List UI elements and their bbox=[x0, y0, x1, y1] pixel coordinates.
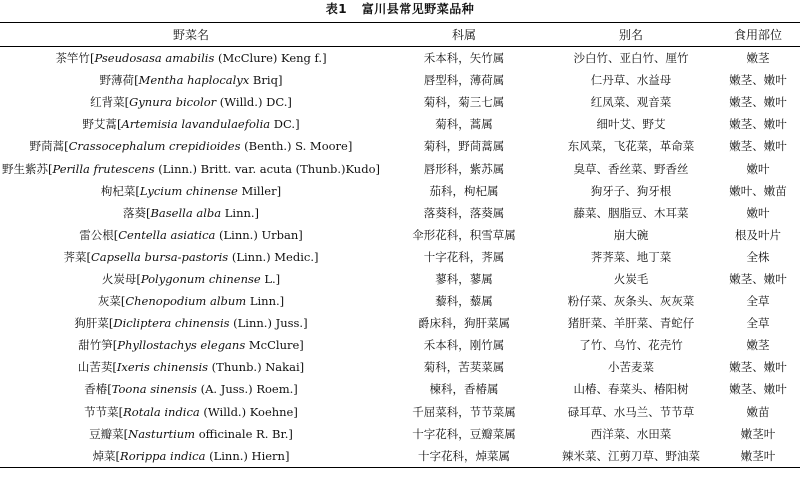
edible-part-cell: 嫩茎、嫩叶 bbox=[729, 117, 787, 132]
table-row bbox=[0, 113, 800, 135]
edible-part-cell: 嫩叶 bbox=[746, 161, 770, 176]
family-genus-cell: 楝科，香椿属 bbox=[429, 382, 499, 397]
edible-part-cell: 嫩茎、嫩叶 bbox=[729, 95, 787, 110]
left-bracket: [ bbox=[115, 448, 121, 463]
common-name: 雷公根 bbox=[79, 227, 114, 242]
table-title: 富川县常见野菜品种 bbox=[361, 2, 475, 16]
vegetable-name-cell bbox=[0, 268, 382, 290]
vegetable-name-cell bbox=[0, 246, 382, 268]
left-bracket: [ bbox=[47, 161, 53, 176]
family-genus-cell: 十字花科，荠属 bbox=[423, 249, 505, 264]
common-name: 落葵 bbox=[122, 205, 146, 220]
wild-vegetables-table bbox=[0, 22, 800, 468]
alias-cell: 狗牙子、狗牙根 bbox=[590, 183, 672, 198]
table-body bbox=[0, 47, 800, 468]
table-row bbox=[0, 91, 800, 113]
right-bracket: ] bbox=[288, 426, 293, 441]
left-bracket: [ bbox=[112, 360, 117, 375]
right-bracket: ] bbox=[279, 294, 285, 309]
table-row bbox=[0, 135, 800, 157]
table-row bbox=[0, 445, 800, 468]
left-bracket: [ bbox=[135, 183, 140, 198]
right-bracket: ] bbox=[295, 117, 300, 132]
author-citation: Miller bbox=[237, 183, 277, 198]
scientific-name: Dicliptera chinensis bbox=[113, 316, 230, 331]
common-name: 灰菜 bbox=[97, 294, 121, 309]
vegetable-name-cell bbox=[0, 157, 382, 179]
edible-part-cell: 嫩苗 bbox=[746, 404, 770, 419]
left-bracket: [ bbox=[108, 316, 114, 331]
common-name: 山苦荬 bbox=[77, 360, 113, 375]
table-row bbox=[0, 69, 800, 91]
right-bracket: ] bbox=[284, 448, 290, 463]
table-row bbox=[0, 157, 800, 179]
vegetable-name-cell bbox=[0, 180, 382, 202]
family-genus-cell: 藜科，藜属 bbox=[435, 294, 493, 309]
vegetable-name-cell bbox=[0, 423, 382, 445]
table-row bbox=[0, 202, 800, 224]
left-bracket: [ bbox=[134, 73, 139, 88]
family-genus-cell: 茄科，枸杞属 bbox=[429, 183, 499, 198]
right-bracket: ] bbox=[347, 139, 353, 154]
author-citation: (Linn.) Juss. bbox=[229, 316, 304, 331]
scientific-name: Gynura bicolor bbox=[129, 95, 217, 110]
family-genus-cell: 千屈菜科，节节菜属 bbox=[412, 404, 516, 419]
scientific-name: Basella alba bbox=[150, 205, 222, 220]
header-family: 科属 bbox=[382, 23, 546, 47]
vegetable-name-cell bbox=[0, 312, 382, 334]
author-citation: McClure bbox=[245, 338, 300, 353]
alias-cell: 仁丹草、水益母 bbox=[590, 73, 672, 88]
author-citation: (Benth.) S. Moore bbox=[240, 139, 348, 154]
scientific-name: Nasturtium bbox=[128, 426, 196, 441]
author-citation: L. bbox=[260, 271, 276, 286]
left-bracket: [ bbox=[145, 205, 151, 220]
header-edible-part: 食用部位 bbox=[716, 23, 800, 47]
common-name: 狗肝菜 bbox=[74, 316, 109, 331]
left-bracket: [ bbox=[86, 249, 91, 264]
table-row bbox=[0, 268, 800, 290]
family-genus-cell: 伞形花科，积雪草属 bbox=[412, 227, 516, 242]
vegetable-name-cell bbox=[0, 356, 382, 378]
alias-cell: 山椿、春菜头、椿阳树 bbox=[573, 382, 689, 397]
common-name: 荠菜 bbox=[63, 249, 87, 264]
edible-part-cell: 嫩茎、嫩叶 bbox=[729, 73, 787, 88]
right-bracket: ] bbox=[322, 51, 327, 66]
common-name: 野薄荷 bbox=[99, 73, 135, 88]
table-row bbox=[0, 180, 800, 202]
left-bracket: [ bbox=[107, 382, 112, 397]
right-bracket: ] bbox=[314, 249, 319, 264]
family-genus-cell: 菊科，苦荬菜属 bbox=[423, 360, 505, 375]
author-citation: (Linn.) Urban bbox=[215, 227, 299, 242]
alias-cell: 小苦麦菜 bbox=[608, 360, 654, 375]
scientific-name: Chenopodium album bbox=[125, 294, 247, 309]
family-genus-cell: 唇形科，紫苏属 bbox=[423, 161, 505, 176]
right-bracket: ] bbox=[299, 360, 305, 375]
alias-cell: 红凤菜、观音菜 bbox=[590, 95, 672, 110]
common-name: 野艾蒿 bbox=[82, 117, 117, 132]
alias-cell: 东风菜，飞花菜，革命菜 bbox=[567, 139, 695, 154]
left-bracket: [ bbox=[89, 51, 95, 66]
vegetable-name-cell bbox=[0, 91, 382, 113]
edible-part-cell: 嫩茎 bbox=[746, 338, 770, 353]
left-bracket: [ bbox=[116, 117, 122, 132]
scientific-name: Centella asiatica bbox=[118, 227, 216, 242]
common-name: 红背菜 bbox=[90, 95, 125, 110]
vegetable-name-cell bbox=[0, 224, 382, 246]
alias-cell: 崩大碗 bbox=[613, 227, 649, 242]
edible-part-cell: 嫩叶、嫩苗 bbox=[729, 183, 787, 198]
vegetable-name-cell bbox=[0, 445, 382, 468]
alias-cell: 西洋菜、水田菜 bbox=[590, 426, 672, 441]
header-alias: 别名 bbox=[546, 23, 716, 47]
edible-part-cell: 嫩叶 bbox=[746, 205, 770, 220]
family-genus-cell: 菊科，野茼蒿属 bbox=[423, 139, 505, 154]
author-citation: Linn. bbox=[246, 294, 280, 309]
scientific-name: Rotala indica bbox=[123, 404, 200, 419]
common-name: 焯菜 bbox=[92, 448, 116, 463]
right-bracket: ] bbox=[298, 227, 303, 242]
edible-part-cell: 嫩茎、嫩叶 bbox=[729, 271, 787, 286]
author-citation: (Willd.) DC. bbox=[216, 95, 288, 110]
table-row bbox=[0, 423, 800, 445]
author-citation: officinale R. Br. bbox=[195, 426, 289, 441]
scientific-name: Pseudosasa amabilis bbox=[94, 51, 215, 66]
common-name: 香椿 bbox=[84, 382, 108, 397]
scientific-name: Rorippa indica bbox=[120, 448, 206, 463]
scientific-name: Lycium chinense bbox=[139, 183, 238, 198]
right-bracket: ] bbox=[254, 205, 260, 220]
table-row bbox=[0, 356, 800, 378]
common-name: 野茼蒿 bbox=[29, 139, 65, 154]
common-name: 野生紫苏 bbox=[1, 161, 48, 176]
scientific-name: Capsella bursa-pastoris bbox=[90, 249, 229, 264]
author-citation: (Linn.) Hiern bbox=[205, 448, 285, 463]
vegetable-name-cell bbox=[0, 334, 382, 356]
table-row bbox=[0, 47, 800, 70]
alias-cell: 了竹、乌竹、花壳竹 bbox=[579, 338, 683, 353]
edible-part-cell: 全株 bbox=[746, 249, 770, 264]
table-row bbox=[0, 246, 800, 268]
left-bracket: [ bbox=[120, 294, 126, 309]
scientific-name: Toona sinensis bbox=[111, 382, 197, 397]
alias-cell: 火炭毛 bbox=[613, 271, 649, 286]
left-bracket: [ bbox=[112, 338, 118, 353]
common-name: 枸杞菜 bbox=[100, 183, 136, 198]
alias-cell: 荠荠菜、地丁菜 bbox=[590, 249, 672, 264]
alias-cell: 沙白竹、亚白竹、厘竹 bbox=[573, 51, 689, 66]
edible-part-cell: 全草 bbox=[746, 294, 770, 309]
author-citation: (Linn.) Medic. bbox=[228, 249, 315, 264]
table-row bbox=[0, 312, 800, 334]
author-citation: (A. Juss.) Roem. bbox=[196, 382, 294, 397]
vegetable-name-cell bbox=[0, 401, 382, 423]
alias-cell: 碌耳草、水马兰、节节草 bbox=[567, 404, 695, 419]
right-bracket: ] bbox=[293, 382, 298, 397]
alias-cell: 藤菜、胭脂豆、木耳菜 bbox=[573, 205, 689, 220]
table-row bbox=[0, 401, 800, 423]
edible-part-cell: 嫩茎、嫩叶 bbox=[729, 139, 787, 154]
edible-part-cell: 根及叶片 bbox=[735, 227, 781, 242]
vegetable-name-cell bbox=[0, 290, 382, 312]
family-genus-cell: 十字花科，焯菜属 bbox=[382, 445, 546, 468]
table-row bbox=[0, 378, 800, 400]
table-row bbox=[0, 224, 800, 246]
scientific-name: Perilla frutescens bbox=[52, 161, 155, 176]
common-name: 茶竿竹 bbox=[55, 51, 90, 66]
right-bracket: ] bbox=[276, 183, 282, 198]
header-name: 野菜名 bbox=[0, 23, 382, 47]
left-bracket: [ bbox=[113, 227, 119, 242]
vegetable-name-cell bbox=[0, 202, 382, 224]
author-citation: Linn. bbox=[221, 205, 255, 220]
edible-part-cell: 嫩茎叶 bbox=[716, 445, 800, 468]
left-bracket: [ bbox=[64, 139, 69, 154]
alias-cell: 粉仔菜、灰条头、灰灰菜 bbox=[567, 294, 695, 309]
right-bracket: ] bbox=[375, 161, 381, 176]
common-name: 豆瓣菜 bbox=[89, 426, 124, 441]
common-name: 甜竹笋 bbox=[78, 338, 113, 353]
author-citation: Briq bbox=[249, 73, 278, 88]
right-bracket: ] bbox=[303, 316, 308, 331]
author-citation: DC. bbox=[270, 117, 296, 132]
scientific-name: Ixeris chinensis bbox=[116, 360, 209, 375]
vegetable-name-cell bbox=[0, 47, 382, 70]
edible-part-cell: 全草 bbox=[746, 316, 770, 331]
family-genus-cell: 菊科，菊三七属 bbox=[423, 95, 505, 110]
family-genus-cell: 爵床科，狗肝菜属 bbox=[418, 316, 510, 331]
vegetable-name-cell bbox=[0, 113, 382, 135]
scientific-name: Polygonum chinense bbox=[140, 271, 261, 286]
edible-part-cell: 嫩茎 bbox=[746, 51, 770, 66]
author-citation: (Linn.) Britt. var. acuta (Thunb.)Kudo bbox=[154, 161, 376, 176]
scientific-name: Mentha haplocalyx bbox=[138, 73, 250, 88]
edible-part-cell: 嫩茎、嫩叶 bbox=[729, 360, 787, 375]
right-bracket: ] bbox=[287, 95, 292, 110]
alias-cell: 猪肝菜、羊肝菜、青蛇仔 bbox=[567, 316, 695, 331]
vegetable-name-cell bbox=[0, 69, 382, 91]
edible-part-cell: 嫩茎、嫩叶 bbox=[729, 382, 787, 397]
alias-cell: 臭草、香丝菜、野香丝 bbox=[573, 161, 689, 176]
edible-part-cell: 嫩茎叶 bbox=[740, 426, 776, 441]
scientific-name: Crassocephalum crepidioides bbox=[68, 139, 241, 154]
family-genus-cell: 菊科，蒿属 bbox=[435, 117, 493, 132]
family-genus-cell: 禾本科，矢竹属 bbox=[423, 51, 505, 66]
author-citation: (McClure) Keng f. bbox=[214, 51, 323, 66]
alias-cell: 辣米菜、江剪刀草、野油菜 bbox=[546, 445, 716, 468]
left-bracket: [ bbox=[118, 404, 124, 419]
vegetable-name-cell bbox=[0, 378, 382, 400]
table-caption bbox=[0, 2, 800, 16]
common-name: 火炭母 bbox=[101, 271, 137, 286]
left-bracket: [ bbox=[136, 271, 141, 286]
family-genus-cell: 蓼科，蓼属 bbox=[435, 271, 493, 286]
right-bracket: ] bbox=[275, 271, 281, 286]
vegetable-name-cell bbox=[0, 135, 382, 157]
left-bracket: [ bbox=[123, 426, 129, 441]
table-row bbox=[0, 290, 800, 312]
table-header-row bbox=[0, 23, 800, 47]
family-genus-cell: 禾本科，刚竹属 bbox=[423, 338, 505, 353]
family-genus-cell: 十字花科，豆瓣菜属 bbox=[412, 426, 516, 441]
right-bracket: ] bbox=[299, 338, 304, 353]
author-citation: (Willd.) Koehne bbox=[199, 404, 294, 419]
left-bracket: [ bbox=[124, 95, 130, 110]
scientific-name: Artemisia lavandulaefolia bbox=[121, 117, 271, 132]
right-bracket: ] bbox=[277, 73, 283, 88]
family-genus-cell: 唇型科，薄荷属 bbox=[423, 73, 505, 88]
right-bracket: ] bbox=[293, 404, 298, 419]
scientific-name: Phyllostachys elegans bbox=[117, 338, 246, 353]
family-genus-cell: 落葵科，落葵属 bbox=[423, 205, 505, 220]
common-name: 节节菜 bbox=[84, 404, 119, 419]
alias-cell: 细叶艾、野艾 bbox=[596, 117, 666, 132]
table-number: 表1 bbox=[325, 2, 348, 16]
table-row bbox=[0, 334, 800, 356]
author-citation: (Thunb.) Nakai bbox=[208, 360, 300, 375]
